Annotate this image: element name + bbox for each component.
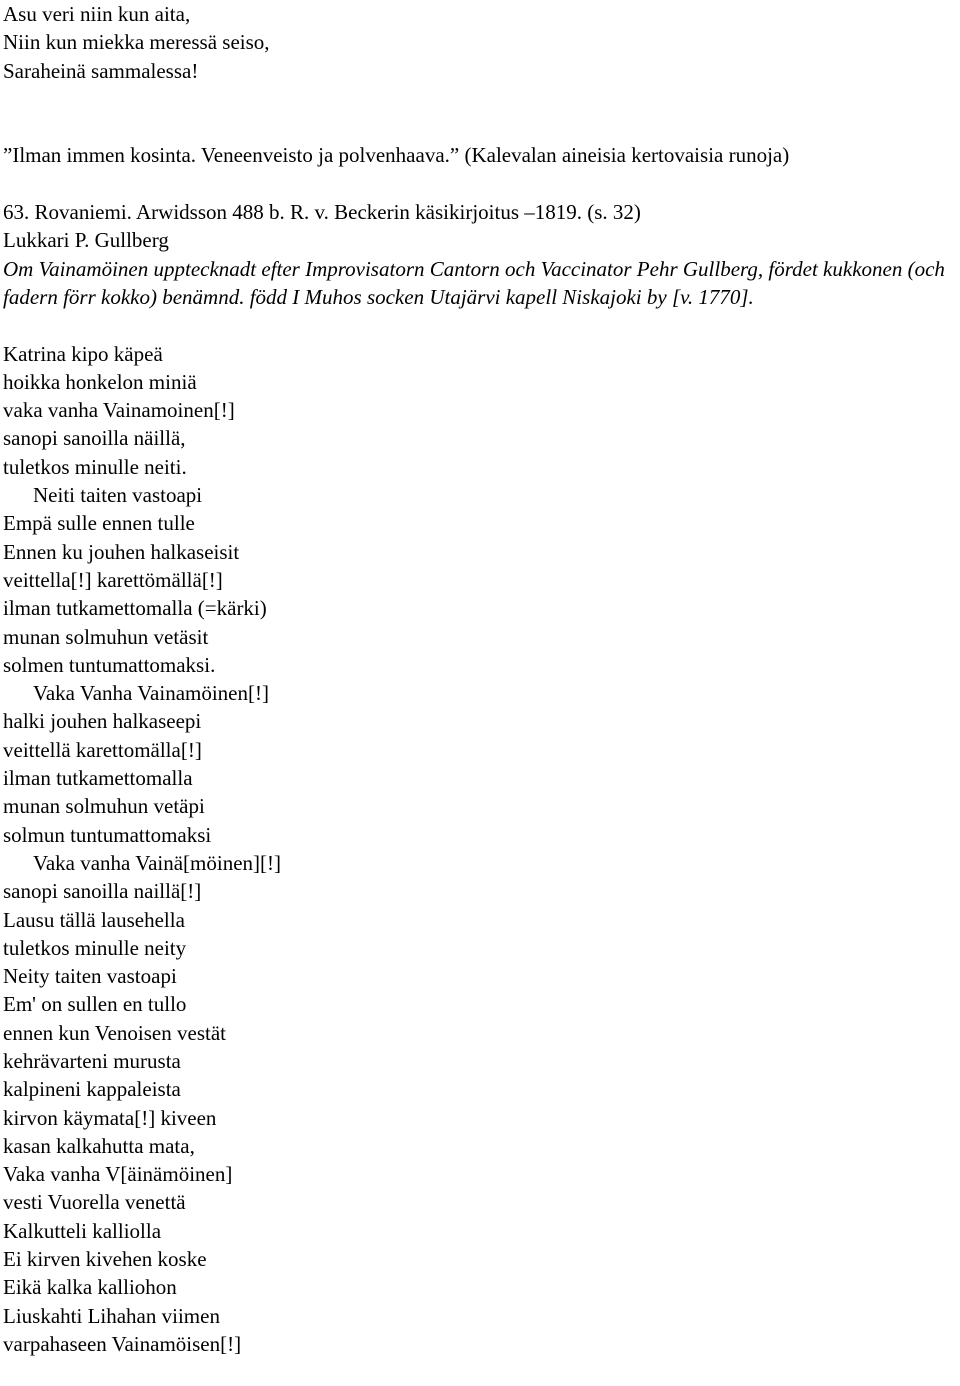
poem-line: Vaka vanha Vainä[möinen][!] (33, 850, 282, 875)
opening-verses (3, 0, 958, 85)
poem-line: veittellä karettomälla[!] (3, 737, 202, 762)
poem-line: Vaka vanha V[äinämöinen] (3, 1162, 233, 1187)
poem-line: Ei kirven kivehen koske (3, 1247, 207, 1272)
poem-line: solmun tuntumattomaksi (3, 822, 212, 847)
poem-line: Katrina kipo käpeä (3, 341, 163, 366)
poem-line: Ennen ku jouhen halkaseisit (3, 539, 240, 564)
poem-line: ennen kun Venoisen vestät (3, 1020, 226, 1045)
verse-line: Niin kun miekka meressä seiso, (3, 30, 270, 55)
poem-line: halki jouhen halkaseepi (3, 709, 202, 734)
poem-line: hoikka honkelon miniä (3, 369, 197, 394)
poem-line: kasan kalkahutta mata, (3, 1133, 195, 1158)
poem-line: varpahaseen Vainamöisen[!] (3, 1331, 242, 1356)
spacer (3, 85, 958, 142)
poem-line: vesti Vuorella venettä (3, 1190, 186, 1215)
poem-line: sanopi sanoilla naillä[!] (3, 879, 202, 904)
poem-line: vaka vanha Vainamoinen[!] (3, 398, 235, 423)
source-block (3, 198, 958, 311)
poem-line: Kalkutteli kalliolla (3, 1218, 162, 1243)
poem-line: Neity taiten vastoapi (3, 964, 177, 989)
source-reference: 63. Rovaniemi. Arwidsson 488 b. R. v. Beckerin käsikirjoitus –1819. (s. 32) (3, 200, 641, 225)
poem-line: munan solmuhun vetäpi (3, 794, 205, 819)
poem-line: Neiti taiten vastoapi (33, 483, 203, 508)
verse-line: Saraheinä sammalessa! (3, 58, 199, 83)
poem-line: ilman tutkamettomalla (3, 766, 193, 791)
verse-line: Asu veri niin kun aita, (3, 2, 191, 26)
poem-line: veittella[!] karettömällä[!] (3, 567, 223, 592)
poem-line: kehrävarteni murusta (3, 1048, 181, 1073)
spacer (3, 311, 958, 339)
poem-line: tuletkos minulle neity (3, 935, 187, 960)
poem-line: Vaka Vanha Vainamöinen[!] (33, 681, 269, 706)
poem (3, 340, 958, 1359)
poem-line: Lausu tällä lausehella (3, 907, 185, 932)
poem-line: Eikä kalka kalliohon (3, 1275, 177, 1300)
poem-line: ilman tutkamettomalla (=kärki) (3, 596, 267, 621)
poem-line: Liuskahti Lihahan viimen (3, 1303, 220, 1328)
spacer (3, 170, 958, 198)
section-title: ”Ilman immen kosinta. Veneenveisto ja polvenhaava.” (Kalevalan aineisia kertovaisia runoja) (3, 143, 790, 168)
source-note: Om Vainamöinen upptecknadt efter Improvisatorn Cantorn och Vaccinator Pehr Gullberg, fördet kukkonen (och fadern förr kokko) benämnd. född I Muhos socken Utajärvi kapell Niskajoki by [v. 1770]. (3, 256, 945, 309)
poem-line: sanopi sanoilla näillä, (3, 426, 186, 451)
poem-line: solmen tuntumattomaksi. (3, 652, 216, 677)
poem-line: Empä sulle ennen tulle (3, 511, 195, 536)
poem-line: kirvon käymata[!] kiveen (3, 1105, 217, 1130)
poem-line: kalpineni kappaleista (3, 1077, 181, 1102)
source-collector: Lukkari P. Gullberg (3, 228, 169, 253)
document-page (3, 0, 958, 1358)
poem-line: munan solmuhun vetäsit (3, 624, 209, 649)
poem-line: Em' on sullen en tullo (3, 992, 187, 1017)
poem-line: tuletkos minulle neiti. (3, 454, 187, 479)
